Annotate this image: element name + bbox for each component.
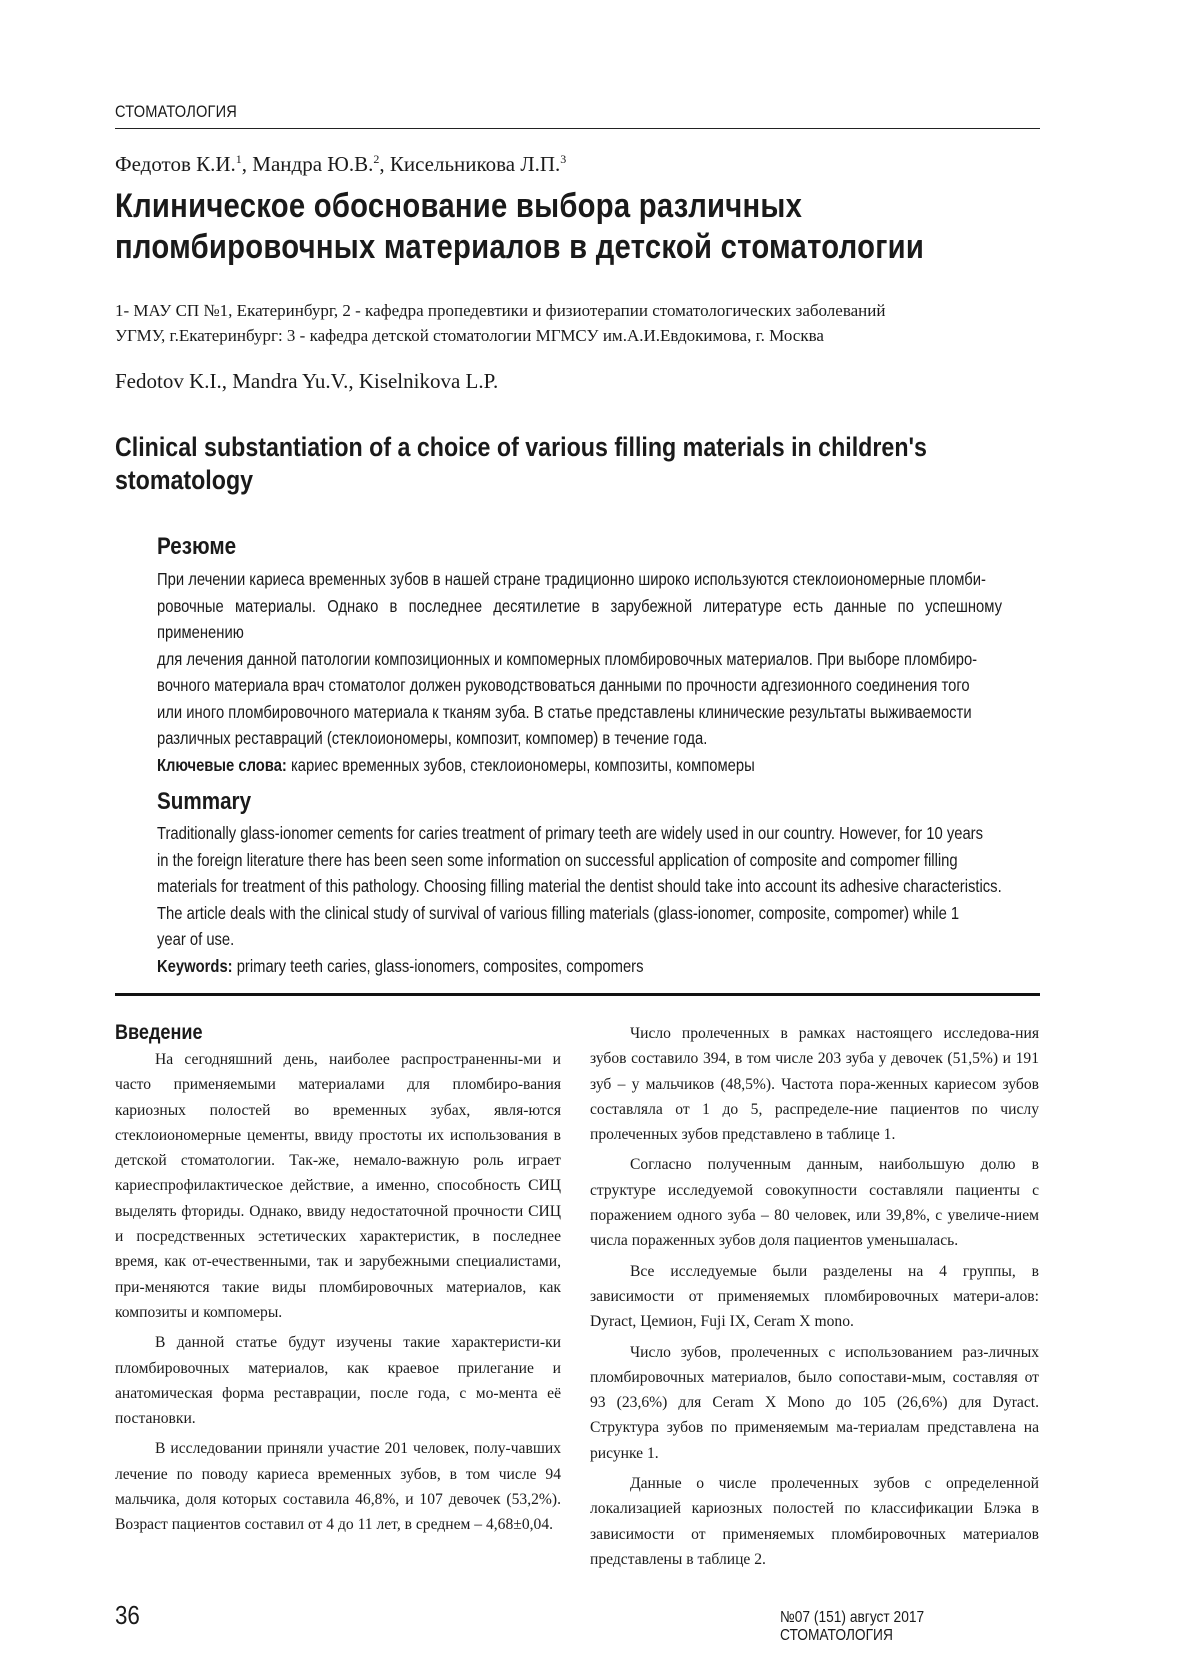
resume-line: При лечении кариеса временных зубов в нашей стране традиционно широко используются стеклоиономерные пломби- (157, 569, 986, 589)
authors-en: Fedotov K.I., Mandra Yu.V., Kiselnikova L.P. (115, 369, 499, 393)
summary-line: The article deals with the clinical study of survival of various filling materials (glass-ionomer, composite, compomer) while 1 (157, 902, 960, 923)
article-title-ru (115, 186, 1061, 268)
resume-line: для лечения данной патологии композиционных и компомерных пломбировочных материалов. При выборе пломбиро- (157, 648, 978, 669)
paragraph: Число пролеченных в рамках настоящего исследова-ния зубов составило 394, в том числе 203 зуба у девочек (51,5%) и 191 зуб – у мальчиков (48,5%). Частота пора-женных кариесом зубов составляла от 1 до 5, распределе-ние пациентов по числу пролеченных зубов представлено в таблице 1. (590, 1025, 1039, 1144)
resume-text (157, 566, 1002, 778)
section-divider (115, 993, 1040, 996)
author-name: Федотов К.И. (115, 152, 236, 176)
summary-line: in the foreign literature there has been seen some information on successful application of composite and compomer filling (157, 849, 958, 870)
paragraph: Число зубов, пролеченных с использованием раз-личных пломбировочных материалов, было сопостави-мым, составляя от 93 (23,6%) для Ceram X Mono до 105 (26,6%) для Dyract. Структура зубов по применяемым ма-териалам представлена на рисунке 1. (590, 1343, 1039, 1462)
summary-line: materials for treatment of this pathology. Choosing filling material the dentist should take into account its adhesive characteristics. (157, 876, 1002, 896)
paragraph: Согласно полученным данным, наибольшую долю в структуре исследуемой совокупности составляли пациенты с поражением одного зуба – 80 человек, или 39,8%, с увеличе-нием числа пораженных зубов доля пациентов уменьшалась. (590, 1156, 1039, 1250)
resume-line: ровочные материалы. Однако в последнее десятилетие в зарубежной литературе есть данные по успешному применению (157, 595, 1002, 642)
page-number: 36 (115, 1600, 140, 1630)
resume-line: различных реставраций (стеклоиономеры, композит, компомер) в течение года. (157, 728, 708, 748)
author-affiliation-mark: 1 (235, 152, 242, 166)
resume-line: или иного пломбировочного материала к тканям зуба. В статье представлены клинические результаты выживаемости (157, 701, 972, 722)
journal-issue: №07 (151) август 2017 СТОМАТОЛОГИЯ (780, 1609, 925, 1644)
summary-line: year of use. (157, 929, 235, 949)
title-line: Клиническое обоснование выбора различных (115, 187, 803, 225)
summary-heading: Summary (157, 788, 252, 815)
summary-text (157, 820, 1002, 979)
body-column-right (590, 1021, 1039, 1577)
summary-keywords (157, 953, 1002, 980)
author-name: Мандра Ю.В. (252, 152, 374, 176)
author-affiliation-mark: 2 (373, 152, 380, 166)
paragraph: Все исследуемые были разделены на 4 группы, в зависимости от применяемых пломбировочных матери-алов: Dyract, Цемион, Fuji IX, Ceram X mono. (590, 1262, 1039, 1331)
resume-heading: Резюме (157, 533, 237, 560)
author-affiliation-mark: 3 (560, 152, 567, 166)
affiliations (115, 298, 1040, 348)
keywords-label: Keywords: (157, 955, 233, 976)
section-label: СТОМАТОЛОГИЯ (115, 102, 238, 121)
affiliation-line: 1- МАУ СП №1, Екатеринбург, 2 - кафедра пропедевтики и физиотерапии стоматологических заболеваний (115, 301, 886, 320)
affiliation-line: УГМУ, г.Екатеринбург: 3 - кафедра детской стоматологии МГМСУ им.А.И.Евдокимова, г. Москва (115, 326, 824, 345)
resume-keywords (157, 752, 1002, 779)
authors-ru: Федотов К.И.$^1$, Мандра Ю.В.$^2$, Кисельникова Л.П.$^3$ (115, 152, 567, 176)
paragraph: Данные о числе пролеченных зубов с определенной локализацией кариозных полостей по классификации Блэка в зависимости от применяемых пломбировочных материалов представлены в таблице 2. (590, 1475, 1039, 1568)
paragraph: На сегодняшний день, наиболее распространенны-ми и часто применяемыми материалами для пломбиро-вания кариозных полостей во временных зубах, явля-ются стеклоиономерные цементы, ввиду простоты их использования в детской стоматологии. Так-же, немало-важную роль играет кариеспрофилактическое действие, а именно, способность СИЦ выделять фториды. Однако, ввиду недостаточной прочности СИЦ и посредственных эстетических характеристик, в последнее время, как от-ечественными, так и зарубежными специалистами, при-меняются такие виды пломбировочных материалов, как композиты и компомеры. (115, 1051, 561, 1321)
title-line: пломбировочных материалов в детской стоматологии (115, 228, 925, 266)
summary-line: Traditionally glass-ionomer cements for caries treatment of primary teeth are widely used in our country. However, for 10 years (157, 823, 983, 843)
paragraph: В данной статье будут изучены такие характеристи-ки пломбировочных материалов, как краевое прилегание и анатомическая форма реставрации, после года, с мо-мента её постановки. (115, 1334, 561, 1428)
keywords-text: primary teeth caries, glass-ionomers, composites, compomers (232, 955, 644, 976)
keywords-label: Ключевые слова: (157, 754, 287, 775)
title-line: Clinical substantiation of a choice of various filling materials in children's (115, 432, 927, 462)
author-name: Кисельникова Л.П. (389, 152, 561, 176)
title-line: stomatology (115, 465, 254, 495)
header-rule (115, 128, 1040, 129)
article-title-en (115, 431, 1035, 497)
resume-line: вочного материала врач стоматолог должен руководствоваться данными по прочности адгезионного соединения того (157, 675, 970, 695)
paragraph: В исследовании приняли участие 201 человек, полу-чавших лечение по поводу кариеса временных зубов, в том числе 94 мальчика, доля которых составила 46,8%, и 107 девочек (53,2%). Возраст пациентов составил от 4 до 11 лет, в среднем – 4,68±0,04. (115, 1440, 561, 1534)
body-column-left (115, 1047, 561, 1543)
intro-heading: Введение (115, 1021, 203, 1044)
keywords-text: кариес временных зубов, стеклоиономеры, композиты, компомеры (286, 754, 755, 775)
